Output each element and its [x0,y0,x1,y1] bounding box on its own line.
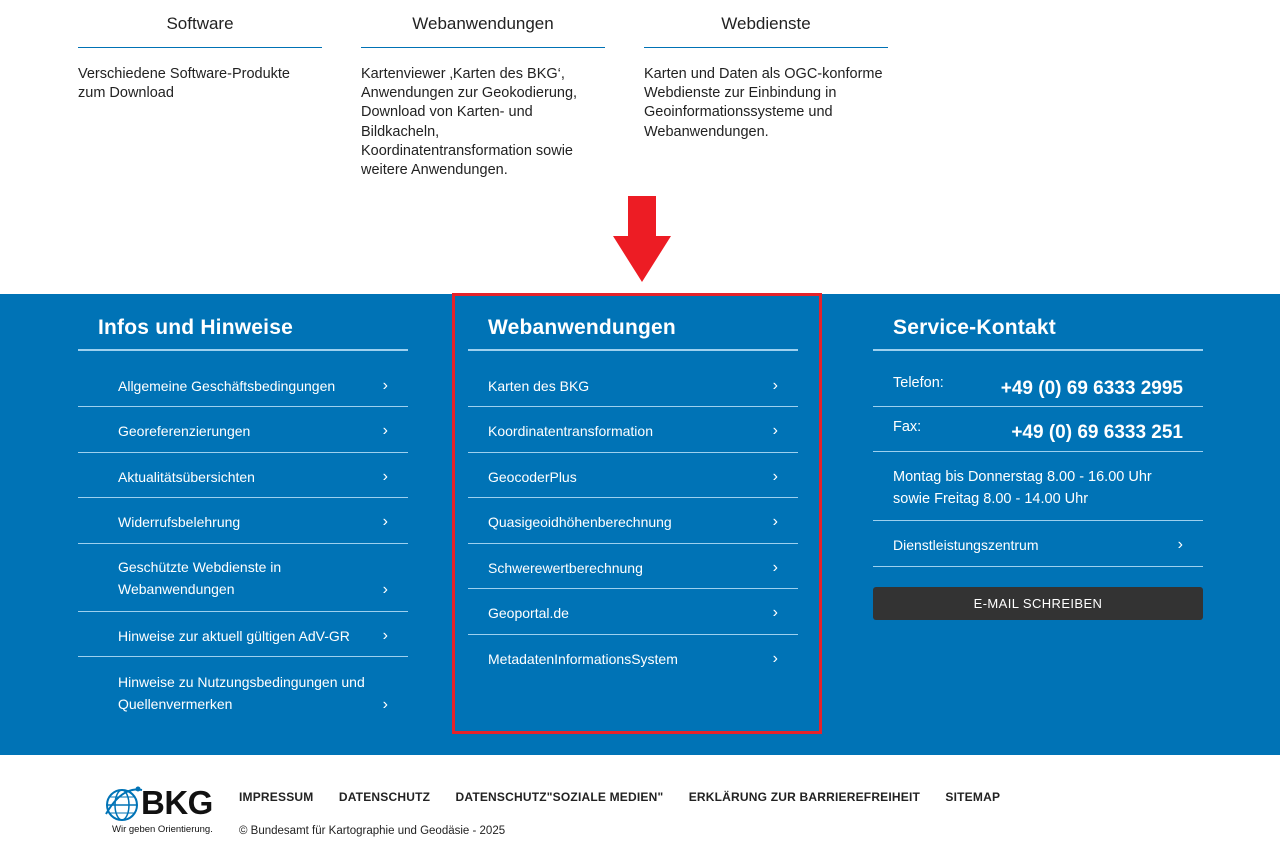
service-title: Service-Kontakt [873,294,1203,351]
webapps-title: Webanwendungen [468,294,798,351]
bottom-bar [0,755,1280,860]
teaser-text: Verschiedene Software-Produkte zum Download [78,66,290,102]
copyright-text: © Bundesamt für Kartographie und Geodäsie - 2025 [239,825,506,837]
teaser-webanwendungen[interactable] [361,0,605,180]
chevron-right-icon: › [772,604,778,621]
fax-number: +49 (0) 69 6333 251 [1011,422,1183,443]
bkg-logo[interactable] [104,784,214,840]
chevron-right-icon: › [382,468,388,485]
link-label: Aktualitätsübersichten [118,469,255,485]
chevron-right-icon: › [382,696,388,713]
opening-hours [873,452,1203,521]
phone-label: Telefon: [893,375,944,391]
footer-link-widerruf[interactable] [78,498,408,544]
chevron-right-icon: › [772,422,778,439]
link-label: Geschützte Webdienste in Webanwendungen [118,559,282,597]
nav-datenschutz-soziale-medien[interactable]: DATENSCHUTZ"SOZIALE MEDIEN" [455,790,664,804]
service-column [873,294,1203,734]
nav-datenschutz[interactable]: DATENSCHUTZ [338,790,431,804]
link-label: Geoportal.de [488,605,569,621]
nav-barrierefreiheit[interactable]: ERKLÄRUNG ZUR BARRIEREFREIHEIT [688,790,921,804]
link-label: Widerrufsbelehrung [118,514,241,530]
logo-text: BKG [141,784,213,821]
fax-label: Fax: [893,419,922,435]
nav-sitemap[interactable]: SITEMAP [945,790,1001,804]
teaser-text: Kartenviewer ‚Karten des BKG‘, Anwendungen zur Geokodierung, Download von Karten- und Bildkacheln, Koordinatentransformation sowie weitere Anwendungen. [361,66,578,179]
link-label: GeocoderPlus [488,469,577,485]
chevron-right-icon: › [382,581,388,598]
nav-impressum[interactable]: IMPRESSUM [239,790,314,804]
footer-link-agb[interactable] [78,351,408,407]
link-label: Koordinatentransformation [488,423,653,439]
link-label: Dienstleistungszentrum [893,537,1039,553]
logo-tagline: Wir geben Orientierung. [112,824,213,835]
link-label: MetadatenInformationsSystem [488,651,678,667]
chevron-right-icon: › [382,377,388,394]
chevron-right-icon: › [382,627,388,644]
hours-line: Montag bis Donnerstag 8.00 - 16.00 Uhr [893,469,1152,485]
infos-title: Infos und Hinweise [78,294,408,351]
email-button[interactable]: E-MAIL SCHREIBEN [873,587,1203,620]
down-arrow-annotation [613,196,671,282]
footer-link-dienstleistungszentrum[interactable] [873,521,1203,567]
chevron-right-icon: › [772,513,778,530]
teaser-title[interactable]: Software [78,0,322,48]
teaser-webdienste[interactable] [644,0,888,142]
footer-link-aktualitaet[interactable] [78,453,408,498]
highlight-box-annotation [452,293,822,734]
legal-nav [239,790,1022,804]
footer-link-geschuetzte-webdienste[interactable] [78,544,408,612]
phone-row [873,351,1203,407]
link-label: Hinweise zur aktuell gültigen AdV-GR [118,628,350,644]
footer-link-georeferenzierungen[interactable] [78,407,408,453]
chevron-right-icon: › [382,422,388,439]
teaser-title[interactable]: Webdienste [644,0,888,48]
footer-links-section [0,294,1280,755]
globe-icon [104,784,144,824]
link-label: Schwerewertberechnung [488,560,643,576]
link-label: Georeferenzierungen [118,423,251,439]
chevron-right-icon: › [772,377,778,394]
chevron-right-icon: › [772,559,778,576]
teaser-software[interactable] [78,0,322,103]
teaser-title[interactable]: Webanwendungen [361,0,605,48]
hours-line: sowie Freitag 8.00 - 14.00 Uhr [893,491,1089,507]
chevron-right-icon: › [1177,536,1183,553]
link-label: Allgemeine Geschäftsbedingungen [118,378,336,394]
chevron-right-icon: › [772,468,778,485]
fax-row [873,407,1203,452]
link-label: Quasigeoidhöhenberechnung [488,514,672,530]
link-label: Karten des BKG [488,378,590,394]
chevron-right-icon: › [772,650,778,667]
phone-number[interactable]: +49 (0) 69 6333 2995 [1000,378,1183,399]
footer-link-nutzungsbedingungen[interactable] [78,657,408,725]
infos-column [78,294,408,725]
link-label: Hinweise zu Nutzungsbedingungen und Quellenvermerken [118,674,365,712]
chevron-right-icon: › [382,513,388,530]
footer-link-adv-gr[interactable] [78,612,408,657]
teaser-text: Karten und Daten als OGC-konforme Webdienste zur Einbindung in Geoinformationssysteme und Webanwendungen. [644,66,883,140]
